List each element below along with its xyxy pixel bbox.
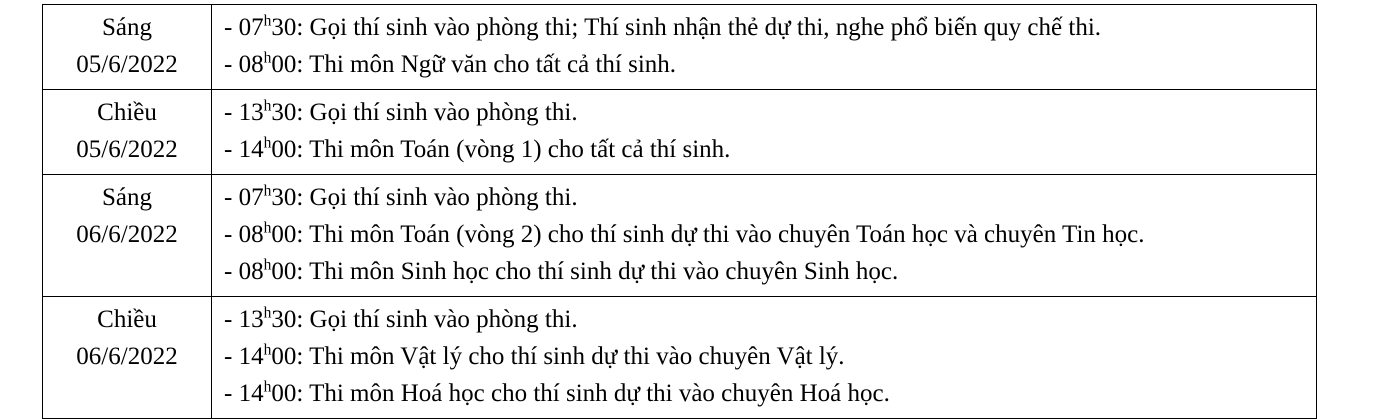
session-label: Chiều xyxy=(97,306,157,333)
table-body xyxy=(43,5,1317,419)
detail-body: 00: Thi môn Hoá học cho thí sinh dự thi vào chuyên Hoá học. xyxy=(271,380,890,407)
detail-time: - 08 xyxy=(224,221,264,248)
table-row xyxy=(43,297,1317,419)
session-date: 06/6/2022 xyxy=(76,343,178,370)
detail-line xyxy=(224,253,1310,290)
detail-text xyxy=(212,175,1316,296)
session-cell xyxy=(43,90,212,175)
session-cell xyxy=(43,5,212,90)
detail-time: - 13 xyxy=(224,99,264,126)
detail-time-sup: h xyxy=(263,341,272,359)
detail-cell xyxy=(212,90,1317,175)
table-row xyxy=(43,175,1317,297)
detail-line xyxy=(224,46,1310,83)
detail-line xyxy=(224,375,1310,412)
detail-body: 00: Thi môn Toán (vòng 1) cho tất cả thí sinh. xyxy=(271,136,731,163)
detail-time: - 07 xyxy=(224,184,264,211)
detail-line xyxy=(224,338,1310,375)
detail-time-sup: h xyxy=(263,219,272,237)
detail-time-sup: h xyxy=(263,12,272,30)
detail-line xyxy=(224,9,1310,46)
detail-body: 30: Gọi thí sinh vào phòng thi; Thí sinh nhận thẻ dự thi, nghe phổ biến quy chế thi. xyxy=(271,14,1102,41)
detail-time: - 07 xyxy=(224,14,264,41)
detail-text xyxy=(212,5,1316,89)
detail-line xyxy=(224,94,1310,131)
detail-body: 00: Thi môn Ngữ văn cho tất cả thí sinh. xyxy=(271,51,677,78)
detail-time-sup: h xyxy=(263,182,272,200)
detail-cell xyxy=(212,175,1317,297)
detail-time-sup: h xyxy=(263,378,272,396)
detail-body: 00: Thi môn Vật lý cho thí sinh dự thi vào chuyên Vật lý. xyxy=(271,343,845,370)
session-label: Sáng xyxy=(102,14,152,41)
detail-body: 30: Gọi thí sinh vào phòng thi. xyxy=(271,99,578,126)
session-text xyxy=(43,90,211,174)
detail-time-sup: h xyxy=(263,49,272,67)
exam-schedule-table xyxy=(42,4,1317,419)
detail-time: - 13 xyxy=(224,306,264,333)
detail-line xyxy=(224,131,1310,168)
detail-time-sup: h xyxy=(263,134,272,152)
session-text xyxy=(43,297,211,381)
detail-time-sup: h xyxy=(263,304,272,322)
detail-cell xyxy=(212,5,1317,90)
detail-body: 00: Thi môn Sinh học cho thí sinh dự thi vào chuyên Sinh học. xyxy=(271,258,899,285)
session-label: Chiều xyxy=(97,99,157,126)
detail-body: 30: Gọi thí sinh vào phòng thi. xyxy=(271,306,578,333)
detail-body: 00: Thi môn Toán (vòng 2) cho thí sinh dự thi vào chuyên Toán học và chuyên Tin học. xyxy=(271,221,1145,248)
detail-line xyxy=(224,301,1310,338)
detail-time: - 14 xyxy=(224,343,264,370)
session-cell xyxy=(43,175,212,297)
detail-time: - 14 xyxy=(224,380,264,407)
session-cell xyxy=(43,297,212,419)
session-date: 06/6/2022 xyxy=(76,221,178,248)
detail-time: - 08 xyxy=(224,51,264,78)
session-date: 05/6/2022 xyxy=(76,51,178,78)
detail-time: - 14 xyxy=(224,136,264,163)
detail-time-sup: h xyxy=(263,97,272,115)
session-label: Sáng xyxy=(102,184,152,211)
detail-cell xyxy=(212,297,1317,419)
detail-time-sup: h xyxy=(263,256,272,274)
session-text xyxy=(43,5,211,89)
detail-line xyxy=(224,179,1310,216)
detail-body: 30: Gọi thí sinh vào phòng thi. xyxy=(271,184,578,211)
session-date: 05/6/2022 xyxy=(76,136,178,163)
table-row xyxy=(43,5,1317,90)
detail-line xyxy=(224,216,1310,253)
table-row xyxy=(43,90,1317,175)
detail-text xyxy=(212,90,1316,174)
session-text xyxy=(43,175,211,259)
detail-time: - 08 xyxy=(224,258,264,285)
